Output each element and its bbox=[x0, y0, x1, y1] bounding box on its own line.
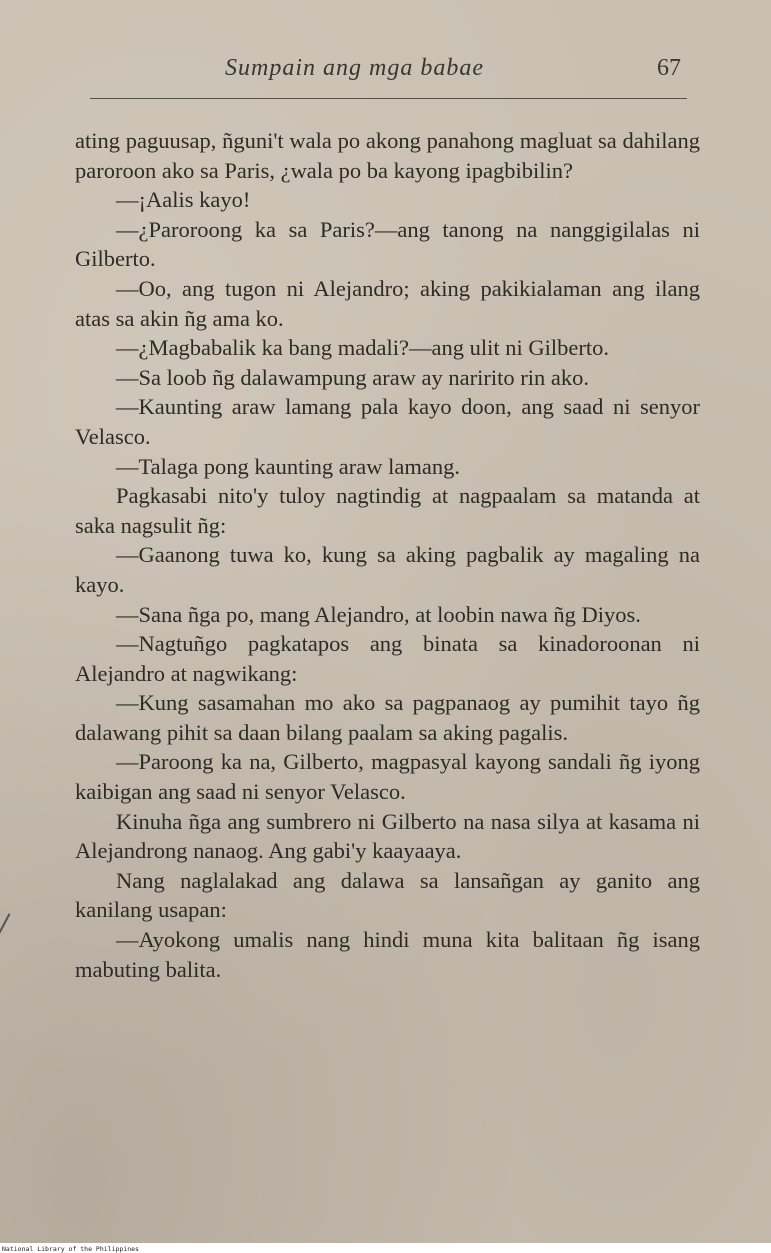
paragraph: —Sana ñga po, mang Alejandro, at loobin nawa ñg Diyos. bbox=[116, 601, 641, 627]
paragraph: Nang naglalakad ang dalawa sa lansañgan ay ganito ang kanilang usapan: bbox=[75, 867, 700, 923]
running-title: Sumpain ang mga babae bbox=[225, 55, 484, 81]
paragraph: —Talaga pong kaunting araw lamang. bbox=[116, 453, 460, 479]
paragraph: —¡Aalis kayo! bbox=[116, 187, 251, 213]
pencil-mark bbox=[0, 913, 10, 938]
paragraph: —Gaanong tuwa ko, kung sa aking pagbalik ay magaling na kayo. bbox=[75, 542, 700, 597]
paragraph: Kinuha ñga ang sumbrero ni Gilberto na nasa silya at kasama ni Alejandrong nanaog. Ang gabi'y kaayaaya. bbox=[75, 808, 700, 864]
paragraph: —¿Paroroong ka sa Paris?—ang tanong na nanggigilalas ni Gilberto. bbox=[75, 216, 700, 272]
paragraph: —¿Magbabalik ka bang madali?—ang ulit ni Gilberto. bbox=[116, 335, 609, 361]
paragraph: —Paroong ka na, Gilberto, magpasyal kayong sandali ñg iyong kaibigan ang saad ni senyor Velasco. bbox=[75, 749, 700, 805]
paragraph: —Kung sasamahan mo ako sa pagpanaog ay pumihit tayo ñg dalawang pihit sa daan bilang paalam sa aking pagalis. bbox=[75, 690, 700, 745]
page-number: 67 bbox=[657, 55, 681, 81]
paragraph: ating paguusap, ñguni't wala po akong panahong magluat sa dahilang paroroon ako sa Paris, ¿wala po ba kayong ipagbibilin? bbox=[75, 128, 700, 183]
paragraph: —Kaunting araw lamang pala kayo doon, ang saad ni senyor Velasco. bbox=[75, 394, 700, 449]
paragraph: Pagkasabi nito'y tuloy nagtindig at nagpaalam sa matanda at saka nagsulit ñg: bbox=[75, 483, 700, 538]
body-text bbox=[75, 126, 700, 984]
header-rule bbox=[90, 98, 687, 99]
library-credit: National Library of the Philippines bbox=[2, 1245, 139, 1253]
paragraph: —Ayokong umalis nang hindi muna kita balitaan ñg isang mabuting balita. bbox=[75, 927, 700, 982]
paragraph: —Sa loob ñg dalawampung araw ay naririto rin ako. bbox=[116, 364, 589, 390]
paragraph: —Oo, ang tugon ni Alejandro; aking pakikialaman ang ilang atas sa akin ñg ama ko. bbox=[75, 275, 700, 331]
paragraph: —Nagtuñgo pagkatapos ang binata sa kinadoroonan ni Alejandro at nagwikang: bbox=[75, 631, 700, 686]
